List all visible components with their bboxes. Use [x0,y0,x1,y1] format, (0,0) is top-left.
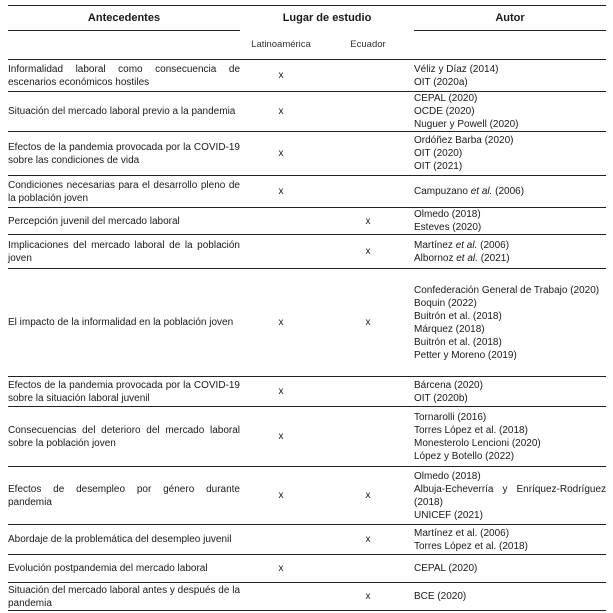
autor-citation: Tornarolli (2016) [414,411,487,423]
autor-citation [414,252,606,265]
autor-cell [414,467,606,525]
antecedente-cell: Implicaciones del mercado laboral de la población joven [8,235,240,269]
ecuador-mark: x [322,467,414,525]
autor-citation: Torres López et al. (2018) [414,424,528,436]
autor-cell [414,60,606,92]
autor-citation: Bárcena (2020) [414,379,483,391]
autor-cell [414,269,606,377]
table-row [8,132,606,176]
latinoamerica-mark: x [240,555,322,583]
autor-citation: BCE (2020) [414,591,467,602]
latinoamerica-mark [240,583,322,611]
autor-citation: Olmedo (2018) [414,209,481,220]
autor-citation [414,239,606,252]
autor-citation: OIT (2021) [414,161,463,172]
antecedente-cell: Situación del mercado laboral antes y después de la pandemia [8,584,240,609]
autor-citation: UNICEF (2021) [414,509,483,521]
autor-name: Albornoz [414,252,457,264]
et-al: et al. [456,252,478,264]
latinoamerica-mark: x [240,467,322,525]
autor-citation: OIT (2020b) [414,392,468,404]
autor-year: (2021) [477,252,510,264]
table-row [8,269,606,377]
latinoamerica-mark [240,235,322,269]
autor-citation: Boquin (2022) [414,297,477,309]
latinoamerica-mark: x [240,132,322,176]
ecuador-mark [322,60,414,92]
antecedente-cell: Evolución postpandemia del mercado laboral [8,555,240,583]
autor-citation: Márquez (2018) [414,323,485,335]
autor-citation: Olmedo (2018) [414,470,481,482]
table-row [8,407,606,467]
latinoamerica-mark [240,208,322,235]
antecedente-cell: El impacto de la informalidad en la población joven [8,269,240,377]
header-antecedentes: Antecedentes [8,6,240,31]
subheader-blank [8,31,240,60]
autor-citation: López y Botello (2022) [414,450,515,462]
autor-year: (2006) [492,186,525,197]
autor-citation: Esteves (2020) [414,222,482,233]
autor-cell [414,208,606,235]
autor-citation: Ordóñez Barba (2020) [414,135,514,146]
autor-citation: Monesterolo Lencioni (2020) [414,437,541,449]
autor-cell [414,132,606,176]
autor-citation [414,185,606,198]
latinoamerica-mark: x [240,92,322,132]
autor-citation: Petter y Moreno (2019) [414,349,517,361]
antecedente-cell: Efectos de desempleo por género durante pandemia [8,467,240,525]
latinoamerica-mark [240,525,322,555]
autor-year: (2006) [477,239,510,251]
autor-cell [414,583,606,611]
antecedente-cell: Informalidad laboral como consecuencia de escenarios económicos hostiles [8,60,240,92]
autor-name: Martínez [414,239,456,251]
autor-citation: CEPAL (2020) [414,563,478,574]
table-row [8,583,606,611]
latinoamerica-mark: x [240,407,322,467]
autor-citation: Buitrón et al. (2018) [414,336,502,348]
autor-citation: Torres López et al. (2018) [414,540,528,552]
autor-citation: OIT (2020) [414,148,463,159]
table-row [8,555,606,583]
document-page [8,0,608,613]
ecuador-mark [322,377,414,407]
table-body [8,60,606,611]
antecedentes-table [8,5,606,611]
et-al: et al. [455,239,478,251]
autor-citation: Nuguer y Powell (2020) [414,119,519,130]
antecedente-cell: Condiciones necesarias para el desarrollo pleno de la población joven [8,176,240,208]
autor-cell [414,407,606,467]
latinoamerica-mark: x [240,269,322,377]
latinoamerica-mark: x [240,377,322,407]
ecuador-mark: x [322,525,414,555]
ecuador-mark: x [322,269,414,377]
autor-citation: OCDE (2020) [414,106,475,117]
autor-citation: Confederación General de Trabajo (2020) [414,284,600,296]
ecuador-mark [322,92,414,132]
table-row [8,525,606,555]
ecuador-mark [322,555,414,583]
antecedente-cell: Situación del mercado laboral previo a la pandemia [8,92,240,132]
latinoamerica-mark: x [240,60,322,92]
antecedente-cell: Percepción juvenil del mercado laboral [8,208,240,235]
header-lugar-de-estudio: Lugar de estudio [240,6,414,31]
table-row [8,377,606,407]
antecedente-cell: Efectos de la pandemia provocada por la COVID-19 sobre la situación laboral juvenil [8,377,240,407]
table-row [8,235,606,269]
autor-cell [414,92,606,132]
ecuador-mark [322,407,414,467]
subheader-ecuador: Ecuador [322,31,414,60]
subheader-latinoamerica: Latinoamérica [240,31,322,60]
header-autor: Autor [414,6,606,31]
et-al: et al. [470,186,493,197]
autor-cell [414,555,606,583]
autor-cell [414,235,606,269]
autor-cell [414,377,606,407]
table-row [8,92,606,132]
autor-citation: OIT (2020a) [414,76,468,88]
ecuador-mark: x [322,208,414,235]
ecuador-mark: x [322,235,414,269]
autor-citation: Véliz y Díaz (2014) [414,63,499,75]
autor-cell [414,525,606,555]
antecedente-cell: Consecuencias del deterioro del mercado laboral sobre la población joven [8,407,240,467]
latinoamerica-mark: x [240,176,322,208]
table-row [8,60,606,92]
ecuador-mark: x [322,583,414,611]
table-row [8,176,606,208]
antecedente-cell: Efectos de la pandemia provocada por la COVID-19 sobre las condiciones de vida [8,132,240,176]
autor-citation: Martínez et al. (2006) [414,527,510,539]
antecedente-cell: Abordaje de la problemática del desempleo juvenil [8,525,240,555]
table-row [8,208,606,235]
table-row [8,467,606,525]
ecuador-mark [322,176,414,208]
subheader-blank-autor [414,31,606,60]
autor-citation: CEPAL (2020) [414,93,478,104]
autor-cell [414,176,606,208]
autor-name: Campuzano [414,186,471,197]
ecuador-mark [322,132,414,176]
autor-citation: Buitrón et al. (2018) [414,310,502,322]
autor-citation: Albuja-Echeverría y Enríquez-Rodríguez (2018) [414,483,606,508]
